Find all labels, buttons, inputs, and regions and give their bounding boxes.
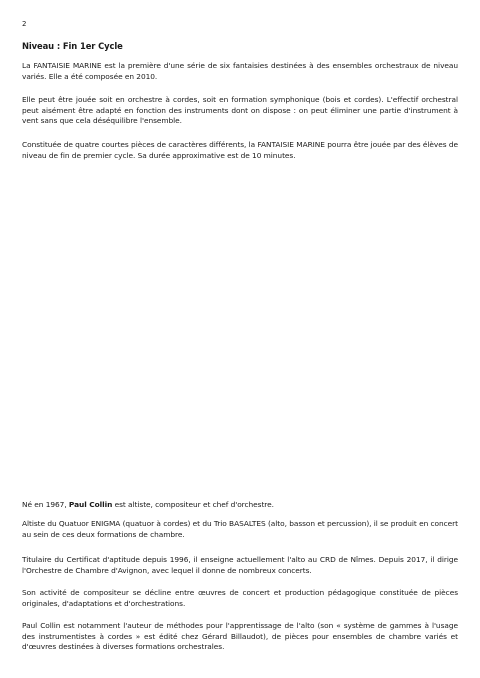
bio-paragraph-2: Altiste du Quatuor ENIGMA (quatuor à cordes) et du Trio BASALTES (alto, basson et percussion), il se produit en concert au sein de ces deux formations de chambre. [22,519,458,539]
page-number: 2 [22,20,27,28]
intro-paragraph-3: Constituée de quatre courtes pièces de caractères différents, la FANTAISIE MARINE pourra être jouée par des élèves de niveau de fin de premier cycle. Sa durée approximative est de 10 minutes. [22,140,458,160]
level-heading: Niveau : Fin 1er Cycle [22,41,123,51]
composer-name: Paul Collin [68,500,113,509]
bio-intro-text: Né en 1967, [22,500,69,509]
bio-paragraph-4: Son activité de compositeur se décline entre œuvres de concert et production pédagogique constituée de pièces originales, d'adaptations et d'orchestrations. [22,588,458,608]
bio-paragraph-5: Paul Collin est notamment l'auteur de méthodes pour l'apprentissage de l'alto (son « système de gammes à l'usage des instrumentistes à cordes » est édité chez Gérard Billaudot), de pièces pour ensembles de chambre variés et d'œuvres destinées à diverses formations orchestrales. [22,621,458,652]
intro-paragraph-2: Elle peut être jouée soit en orchestre à cordes, soit en formation symphonique (bois et cordes). L'effectif orchestral peut aisément être adapté en fonction des instruments dont on dispose : on peut éliminer une partie d'instrument à vent sans que cela déséquilibre l'ensemble. [22,95,458,126]
bio-paragraph-1 [22,500,458,511]
bio-paragraph-3: Titulaire du Certificat d'aptitude depuis 1996, il enseigne actuellement l'alto au CRD de Nîmes. Depuis 2017, il dirige l'Orchestre de Chambre d'Avignon, avec lequel il donne de nombreux concerts. [22,555,458,575]
intro-paragraph-1: La FANTAISIE MARINE est la première d'une série de six fantaisies destinées à des ensembles orchestraux de niveau variés. Elle a été composée en 2010. [22,61,458,81]
bio-intro-rest: est altiste, compositeur et chef d'orchestre. [112,500,274,509]
